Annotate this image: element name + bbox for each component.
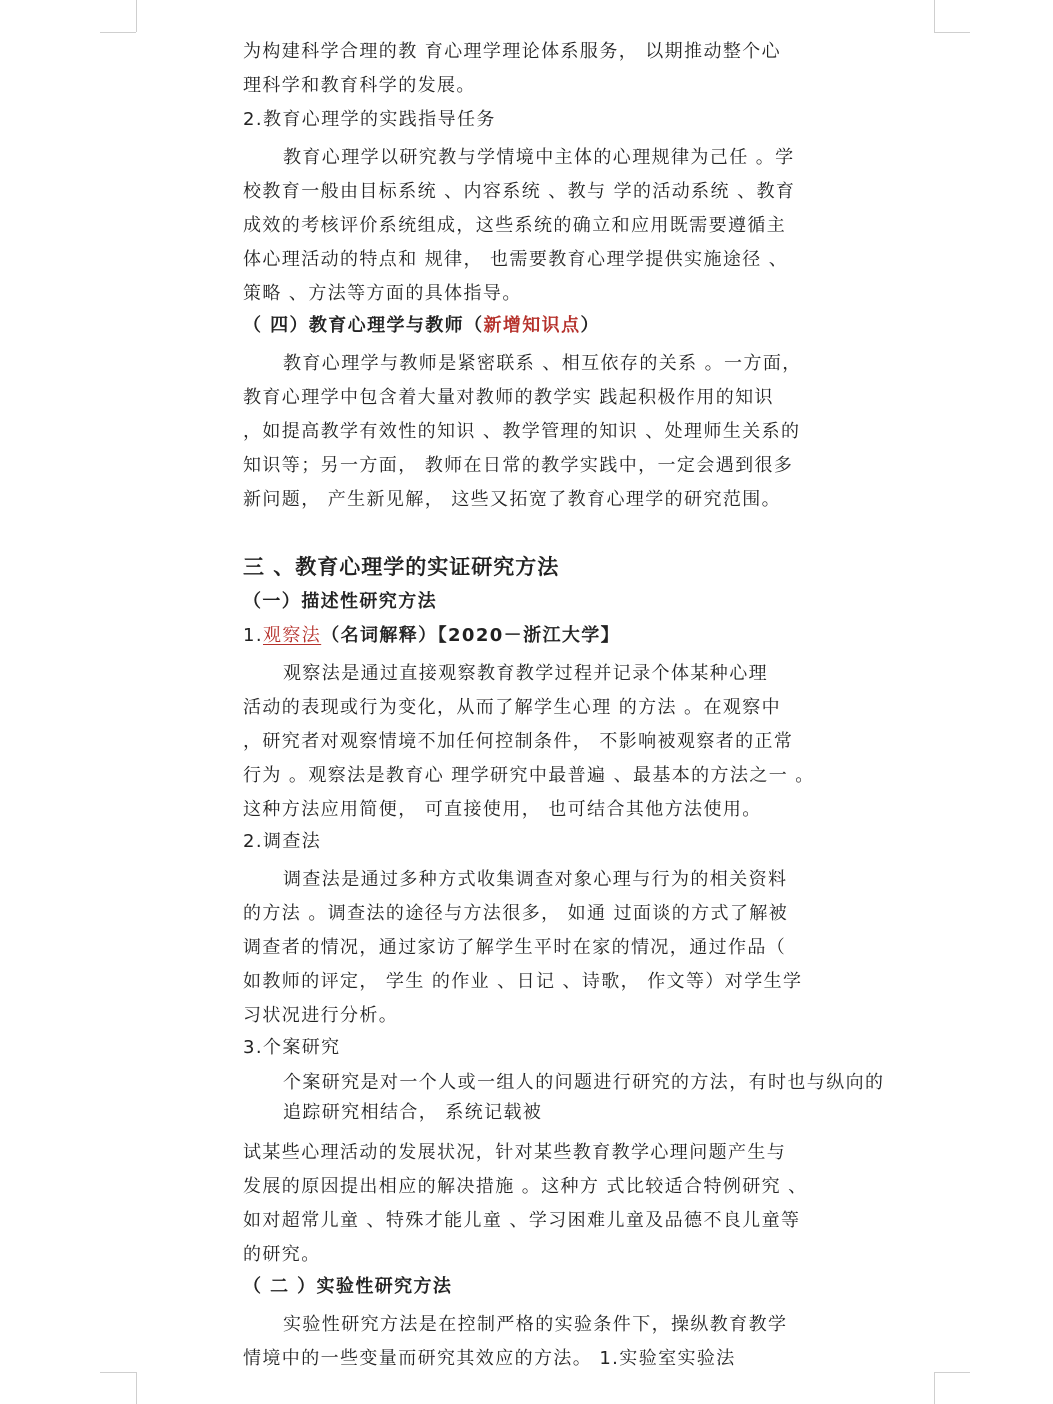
chapter-heading: 三 、教育心理学的实证研究方法 xyxy=(243,555,560,579)
paragraph-line: 的方法 。调查法的途径与方法很多， 如通 过面谈的方式了解被 xyxy=(243,903,789,924)
section-heading-descriptive: （一）描述性研究方法 xyxy=(243,591,437,612)
paragraph-line: 活动的表现或行为变化，从而了解学生心理 的方法 。在观察中 xyxy=(243,697,782,718)
paragraph-line: 教育心理学以研究教与学情境中主体的心理规律为己任 。学 xyxy=(283,147,795,168)
paragraph-line: 个案研究是对一个人或一组人的问题进行研究的方法，有时也与纵向的 xyxy=(283,1072,885,1093)
paragraph-line: 为构建科学合理的教 育心理学理论体系服务， 以期推动整个心 xyxy=(243,41,782,62)
section-heading-experimental: （ 二 ）实验性研究方法 xyxy=(243,1276,453,1297)
paragraph-line: 试某些心理活动的发展状况，针对某些教育教学心理问题产生与 xyxy=(243,1142,787,1163)
section-heading-teacher xyxy=(243,313,600,339)
paragraph-line: 追踪研究相结合， 系统记载被 xyxy=(283,1102,543,1123)
subheading: 2.教育心理学的实践指导任务 xyxy=(243,109,496,130)
paragraph-line: 行为 。观察法是教育心 理学研究中最普遍 、最基本的方法之一 。 xyxy=(243,765,815,786)
subheading-observation xyxy=(243,623,620,649)
paragraph-line: 教育心理学中包含着大量对教师的教学实 践起积极作用的知识 xyxy=(243,387,774,408)
new-knowledge-tag: 新增知识点 xyxy=(483,315,581,336)
paragraph-line: 实验性研究方法是在控制严格的实验条件下，操纵教育教学 xyxy=(283,1314,788,1335)
paragraph-line: 教育心理学与教师是紧密联系 、相互依存的关系 。一方面， xyxy=(283,353,802,374)
paragraph-line: 新问题， 产生新见解， 这些又拓宽了教育心理学的研究范围。 xyxy=(243,489,782,510)
term-link[interactable]: 观察法 xyxy=(262,625,322,646)
paragraph-line: 这种方法应用简便， 可直接使用， 也可结合其他方法使用。 xyxy=(243,799,762,820)
paragraph-line: ，研究者对观察情境不加任何控制条件， 不影响被观察者的正常 xyxy=(243,731,794,752)
paragraph-line: 策略 、方法等方面的具体指导。 xyxy=(243,283,522,304)
paragraph-line: 调查者的情况，通过家访了解学生平时在家的情况，通过作品（ xyxy=(243,937,787,958)
paragraph-line: 知识等；另一方面， 教师在日常的教学实践中，一定会遇到很多 xyxy=(243,455,794,476)
paragraph-line: 如教师的评定， 学生 的作业 、日记 、诗歌， 作文等）对学生学 xyxy=(243,971,803,992)
paragraph-line: 习状况进行分析。 xyxy=(243,1005,399,1026)
paragraph-line: 校教育一般由目标系统 、内容系统 、教与 学的活动系统 、教育 xyxy=(243,181,796,202)
paragraph-line: ，如提高教学有效性的知识 、教学管理的知识 、处理师生关系的 xyxy=(243,421,801,442)
paragraph-line: 体心理活动的特点和 规律， 也需要教育心理学提供实施途径 、 xyxy=(243,249,789,270)
paragraph-line: 调查法是通过多种方式收集调查对象心理与行为的相关资料 xyxy=(283,869,788,890)
paragraph-line: 情境中的一些变量而研究其效应的方法。 1.实验室实验法 xyxy=(243,1348,736,1369)
paragraph-line: 如对超常儿童 、特殊才能儿童 、学习困难儿童及品德不良儿童等 xyxy=(243,1210,801,1231)
heading-text: （ 四）教育心理学与教师（ xyxy=(243,315,484,336)
paragraph-line: 的研究。 xyxy=(243,1244,321,1265)
term-note: （名词解释）【2020－浙江大学】 xyxy=(321,625,621,646)
paragraph-line: 理科学和教育科学的发展。 xyxy=(243,75,476,96)
subheading: 2.调查法 xyxy=(243,831,322,852)
heading-text: ） xyxy=(580,315,600,336)
subheading: 3.个案研究 xyxy=(243,1037,341,1058)
paragraph-line: 观察法是通过直接观察教育教学过程并记录个体某种心理 xyxy=(283,663,768,684)
paragraph-line: 发展的原因提出相应的解决措施 。这种方 式比较适合特例研究 、 xyxy=(243,1176,808,1197)
paragraph-line: 成效的考核评价系统组成，这些系统的确立和应用既需要遵循主 xyxy=(243,215,787,236)
item-number: 1. xyxy=(243,625,263,646)
